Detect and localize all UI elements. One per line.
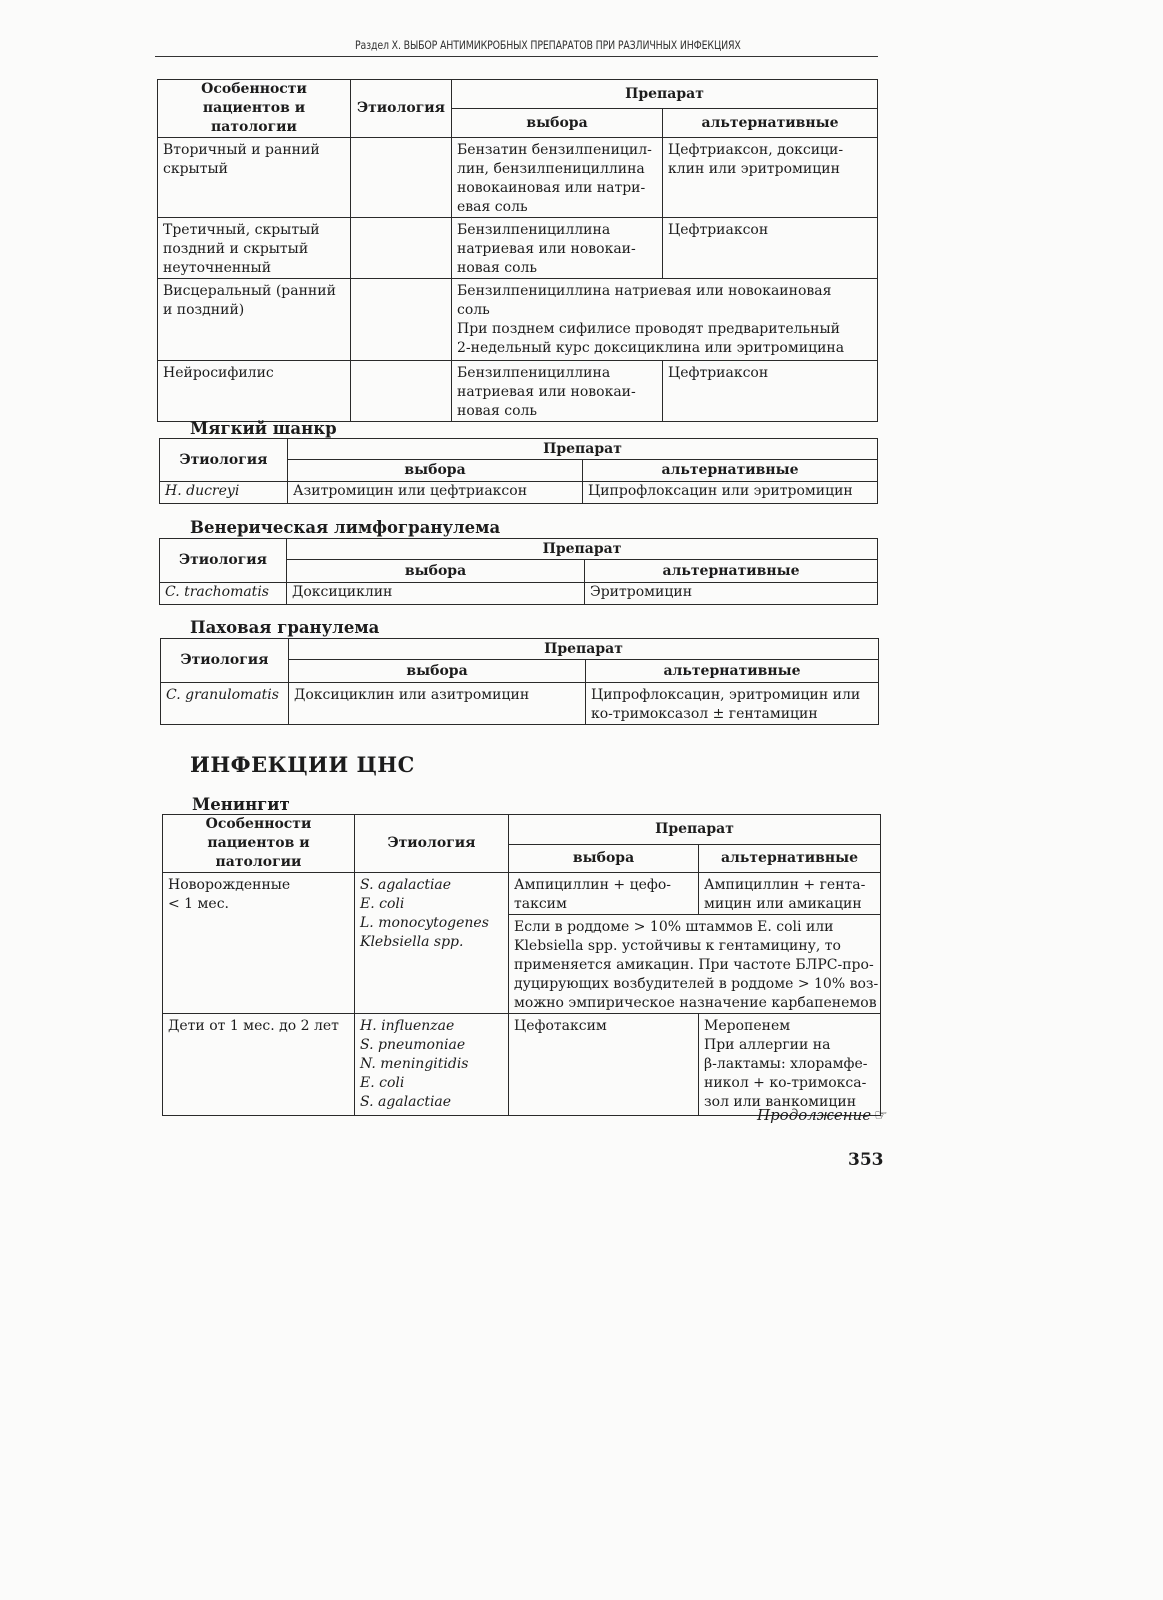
section-title: Венерическая лимфогранулема <box>190 518 501 537</box>
alt-cell: Цефтриаксон, доксици- клин или эритромицин <box>663 138 878 218</box>
alt-cell: Ципрофлоксацин, эритромицин или ко-тримоксазол ± гентамицин <box>586 683 879 725</box>
header-drug: Препарат <box>452 80 878 109</box>
patient-cell: Новорожденные < 1 мес. <box>163 873 355 1014</box>
table-row <box>161 683 879 725</box>
table-row <box>158 361 878 422</box>
alt-cell: Меропенем При аллергии на β-лактамы: хлорамфе- никол + ко-тримокса- зол или ванкомицин <box>699 1014 881 1116</box>
alt-cell: Ампициллин + гента- мицин или амикацин <box>699 873 881 915</box>
header-alt: альтернативные <box>663 109 878 138</box>
header-etiology: Этиология <box>351 80 452 138</box>
section-title: Менингит <box>192 795 290 814</box>
header-alt: альтернативные <box>699 845 881 873</box>
choice-cell: Азитромицин или цефтриаксон <box>288 482 583 504</box>
header-choice: выбора <box>452 109 663 138</box>
alt-cell: Ципрофлоксацин или эритромицин <box>583 482 878 504</box>
header-drug: Препарат <box>287 539 878 560</box>
granuloma-table <box>160 638 879 725</box>
choice-cell: Бензилпенициллина натриевая или новокаи- новая соль <box>452 361 663 422</box>
table-row <box>158 279 878 361</box>
etiology-cell: S. agalactiae E. coli L. monocytogenes Klebsiella spp. <box>355 873 509 1014</box>
header-patients: Особенности пациентов и патологии <box>163 815 355 873</box>
choice-cell: Бензатин бензилпеницил- лин, бензилпенициллина новокаиновая или натри- евая соль <box>452 138 663 218</box>
section-title: Мягкий шанкр <box>190 419 337 438</box>
header-choice: выбора <box>287 560 585 583</box>
header-etiology: Этиология <box>355 815 509 873</box>
etiology-cell: C. granulomatis <box>161 683 289 725</box>
header-choice: выбора <box>288 460 583 482</box>
patient-cell: Нейросифилис <box>158 361 351 422</box>
meningitis-table <box>162 814 881 1116</box>
alt-cell: Эритромицин <box>585 583 878 605</box>
table-row <box>158 218 878 279</box>
header-etiology: Этиология <box>160 439 288 482</box>
header-etiology: Этиология <box>161 639 289 683</box>
page-number: 353 <box>848 1150 884 1170</box>
header-drug: Препарат <box>509 815 881 845</box>
choice-cell: Доксициклин или азитромицин <box>289 683 586 725</box>
etiology-cell <box>351 218 452 279</box>
patient-cell: Дети от 1 мес. до 2 лет <box>163 1014 355 1116</box>
header-alt: альтернативные <box>586 660 879 683</box>
chapter-title: ИНФЕКЦИИ ЦНС <box>190 752 415 777</box>
continuation-label: Продолжение ☞ <box>757 1106 888 1124</box>
note-cell: Если в роддоме > 10% штаммов E. coli или Klebsiella spp. устойчивы к гентамицину, то применяется амикацин. При частоте БЛРС-про- дуцирующих возбудителей в роддоме > 10% воз- можно эмпирическое назначение карбапенемов <box>509 915 881 1014</box>
etiology-cell <box>351 138 452 218</box>
header-choice: выбора <box>509 845 699 873</box>
table-row <box>163 1014 881 1116</box>
alt-cell: Цефтриаксон <box>663 361 878 422</box>
etiology-cell: C. trachomatis <box>160 583 287 605</box>
table-row <box>160 583 878 605</box>
lgv-table <box>159 538 878 605</box>
merged-drug-cell: Бензилпенициллина натриевая или новокаиновая соль При позднем сифилисе проводят предварительный 2-недельный курс доксициклина или эритромицина <box>452 279 878 361</box>
header-patients: Особенности пациентов и патологии <box>158 80 351 138</box>
header-alt: альтернативные <box>585 560 878 583</box>
patient-cell: Вторичный и ранний скрытый <box>158 138 351 218</box>
header-drug: Препарат <box>288 439 878 460</box>
choice-cell: Ампициллин + цефо- таксим <box>509 873 699 915</box>
header-etiology: Этиология <box>160 539 287 583</box>
alt-cell: Цефтриаксон <box>663 218 878 279</box>
choice-cell: Цефотаксим <box>509 1014 699 1116</box>
header-rule <box>155 56 878 57</box>
etiology-cell: H. ducreyi <box>160 482 288 504</box>
patient-cell: Висцеральный (ранний и поздний) <box>158 279 351 361</box>
choice-cell: Доксициклин <box>287 583 585 605</box>
table-row <box>163 873 881 915</box>
header-alt: альтернативные <box>583 460 878 482</box>
chancroid-table <box>159 438 878 504</box>
etiology-cell: H. influenzae S. pneumoniae N. meningitidis E. coli S. agalactiae <box>355 1014 509 1116</box>
choice-cell: Бензилпенициллина натриевая или новокаи- новая соль <box>452 218 663 279</box>
syphilis-table <box>157 79 878 422</box>
header-drug: Препарат <box>289 639 879 660</box>
section-title: Паховая гранулема <box>190 618 380 637</box>
page-header: Раздел X. ВЫБОР АНТИМИКРОБНЫХ ПРЕПАРАТОВ ПРИ РАЗЛИЧНЫХ ИНФЕКЦИЯХ <box>355 38 741 52</box>
etiology-cell <box>351 361 452 422</box>
patient-cell: Третичный, скрытый поздний и скрытый неуточненный <box>158 218 351 279</box>
header-choice: выбора <box>289 660 586 683</box>
hand-pointer-icon: ☞ <box>874 1106 888 1124</box>
table-row <box>158 138 878 218</box>
etiology-cell <box>351 279 452 361</box>
table-row <box>160 482 878 504</box>
